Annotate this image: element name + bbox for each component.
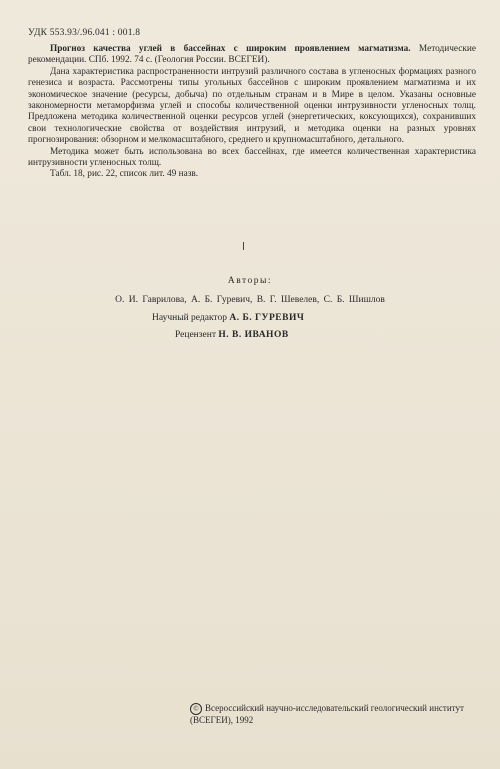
print-mark [243, 242, 244, 250]
scientific-editor [152, 313, 304, 323]
editor-label: Научный редактор [152, 313, 230, 323]
authors-heading: Авторы: [227, 276, 273, 286]
reviewer [175, 330, 289, 340]
udk-code: УДК 553.93/.96.041 : 001.8 [28, 28, 141, 38]
abstract-title: Прогноз качества углей в бассейнах с широким проявлением магматизма. [50, 44, 411, 54]
copyright-text: Всероссийский научно-исследовательский геологический институт (ВСЕГЕИ), 1992 [190, 703, 464, 725]
abstract-paragraph-usage: Методика может быть использована во всех бассейнах, где имеется количественная характеристика интрузивности угленосных толщ. [28, 146, 476, 169]
abstract-citation-details: Методические рекомендации. СПб. 1992. 74 с. (Геология России. ВСЕГЕИ). [28, 44, 476, 66]
copyright-icon: © [190, 703, 202, 715]
editor-name: А. Б. ГУРЕВИЧ [229, 313, 305, 323]
reviewer-label: Рецензент [175, 330, 219, 340]
abstract-paragraph-main: Дана характеристика распространенности интрузий различного состава в угленосных формациях разного генезиса и возраста. Рассмотрены типы угольных бассейнов с широким проявлением магматизма и их экономическое значение (ресурсы, добыча) по отдельным странам и в Мире в целом. Указаны основные закономерности метаморфизма углей и способы количественной оценки интрузивности угленосных толщ. Предложена методика количественной оценки ресурсов углей (энергетических, коксующихся), сохранивших свои технологические свойства от воздействия интрузий, и методика оценки на разных уровнях прогнозирования: обзорном и мелкомасштабного, среднего и крупномасштабного, детального. [28, 66, 476, 146]
abstract-block [28, 44, 476, 181]
copyright-notice [190, 703, 480, 726]
abstract-tables-figures: Табл. 18, рис. 22, список лит. 49 назв. [50, 169, 199, 180]
reviewer-name: Н. В. ИВАНОВ [218, 330, 289, 340]
abstract-citation [28, 44, 476, 67]
authors-list: О. И. Гаврилова, А. Б. Гуревич, В. Г. Шевелев, С. Б. Шишлов [115, 295, 385, 305]
